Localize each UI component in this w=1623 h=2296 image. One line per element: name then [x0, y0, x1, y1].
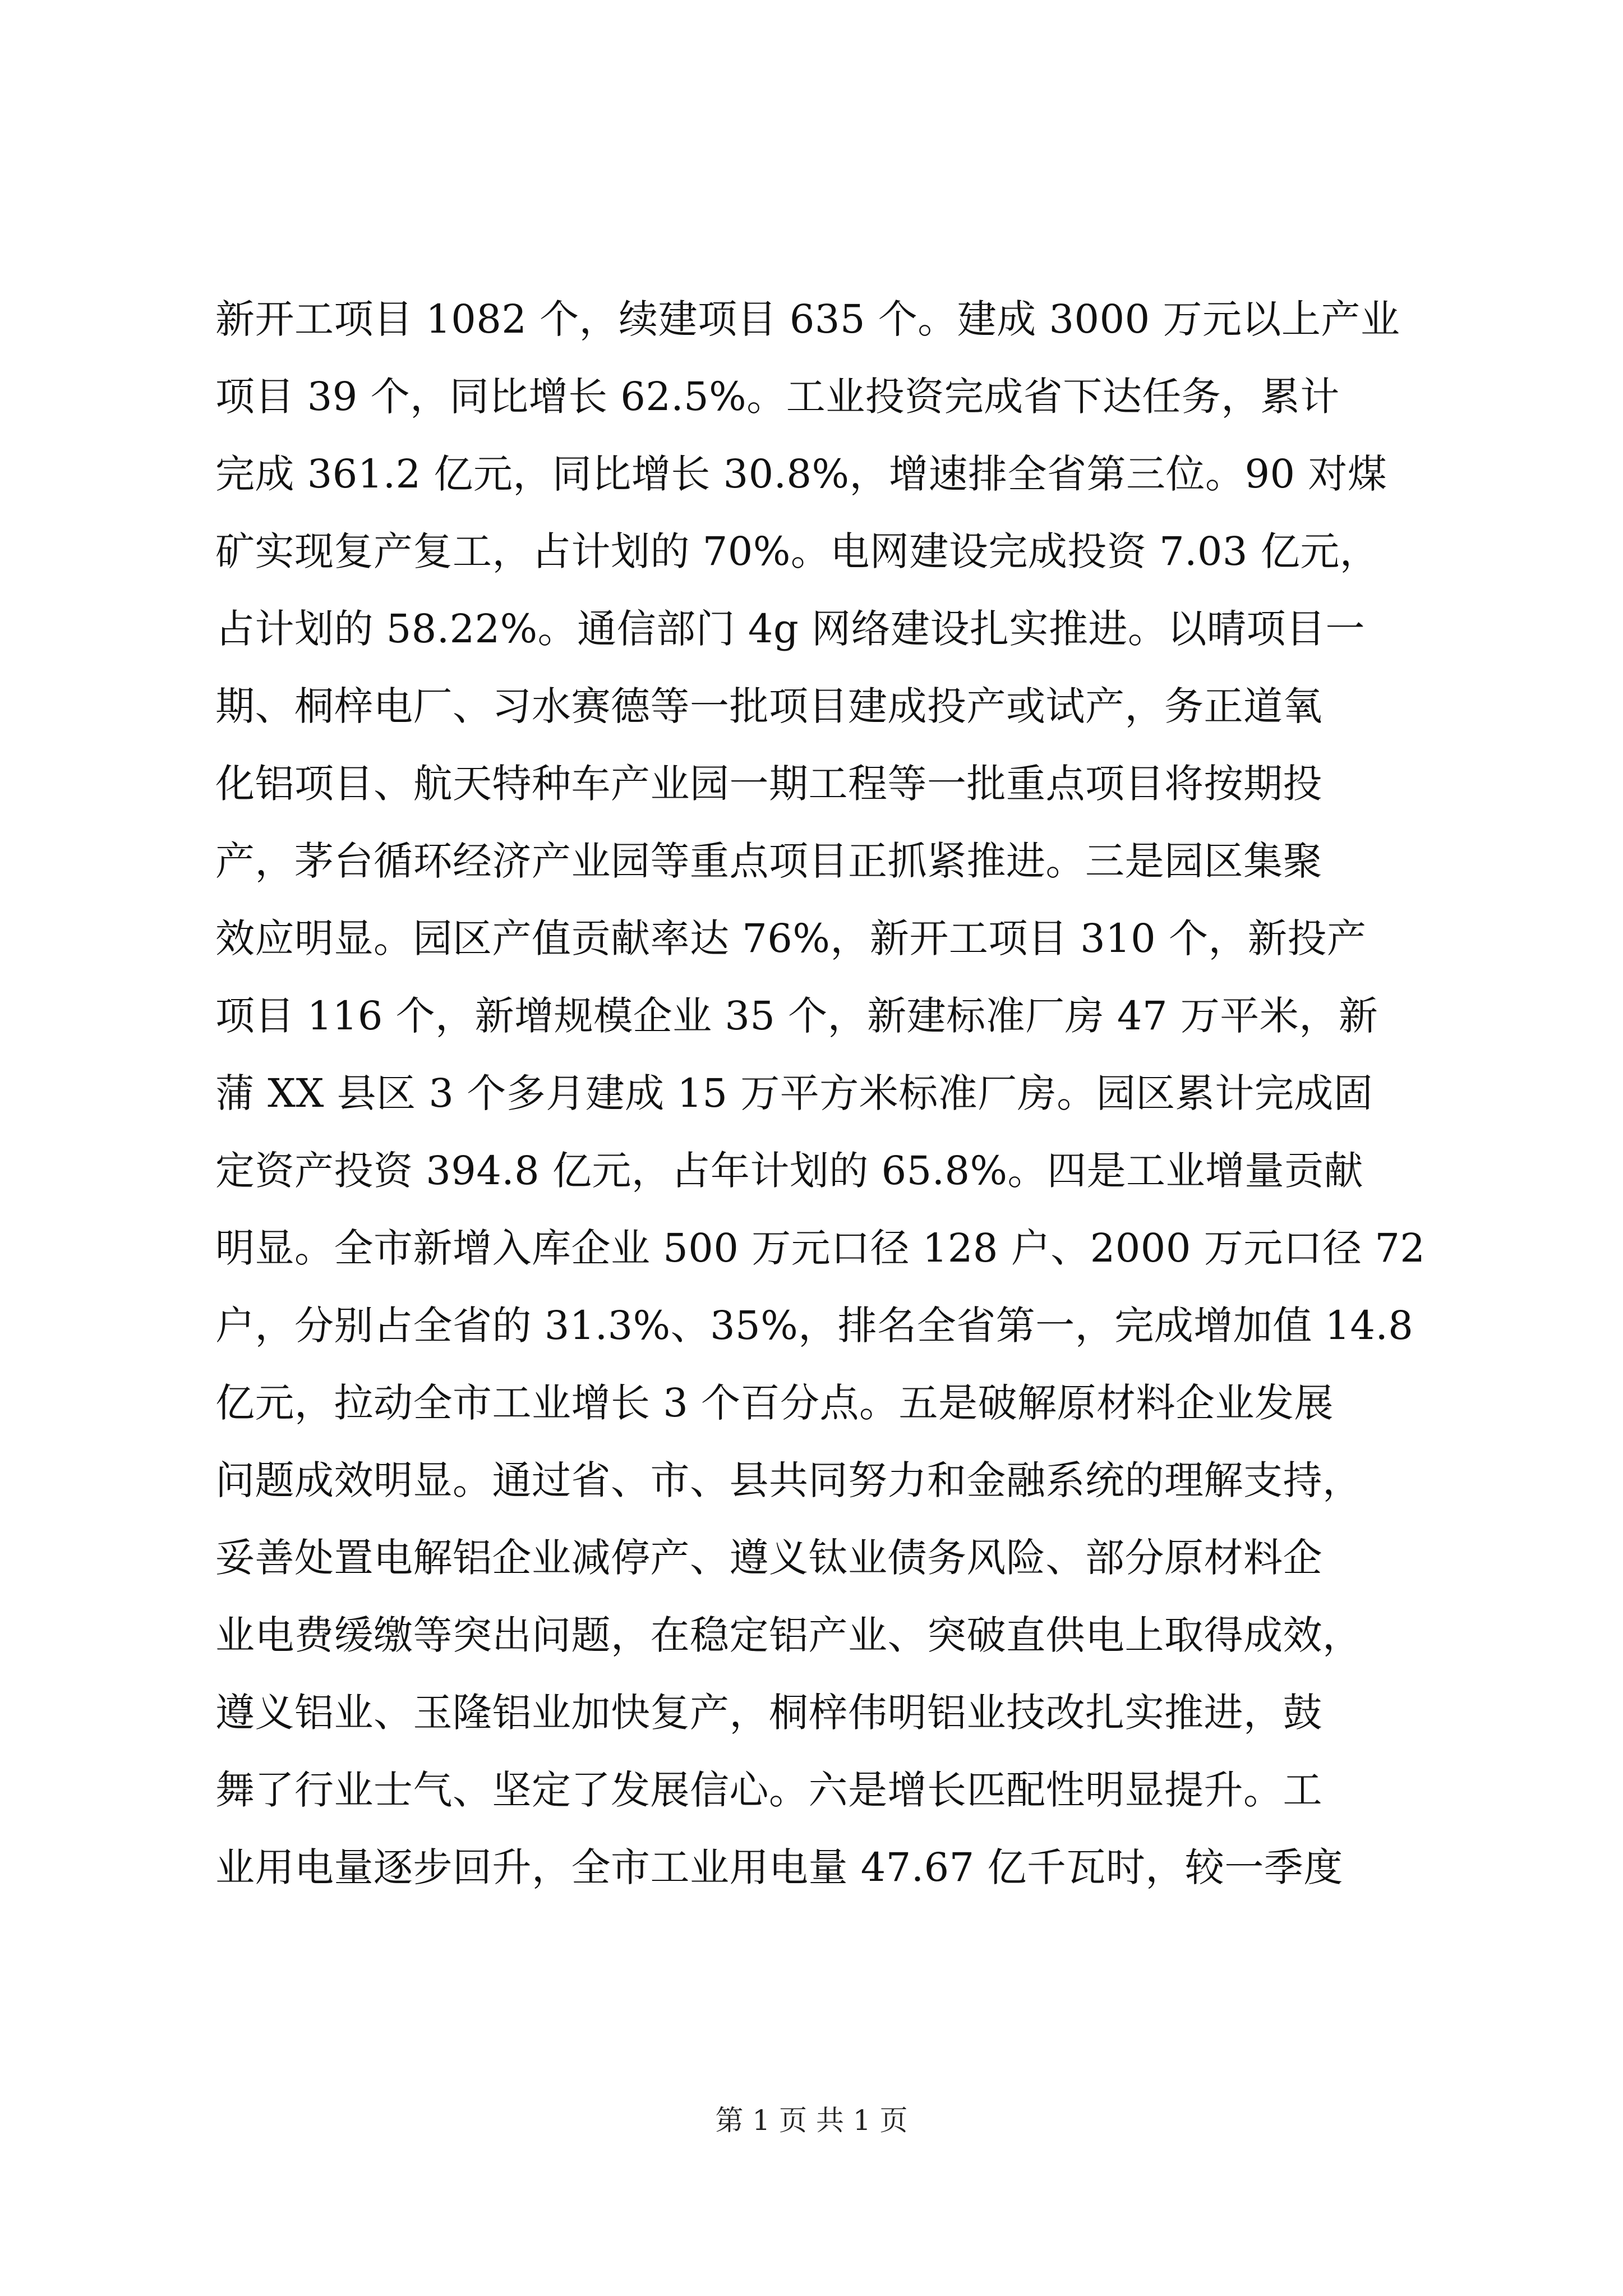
text-line: 妥善处置电解铝企业减停产、遵义钛业债务风险、部分原材料企 [215, 1535, 1322, 1581]
text-line: 舞了行业士气、坚定了发展信心。六是增长匹配性明显提升。工 [215, 1767, 1322, 1813]
text-line: 问题成效明显。通过省、市、县共同努力和金融系统的理解支持， [215, 1457, 1362, 1503]
text-line: 蒲 XX 县区 3 个多月建成 15 万平方米标准厂房。园区累计完成固 [215, 1070, 1373, 1116]
text-line: 期、桐梓电厂、习水赛德等一批项目建成投产或试产，务正道氧 [215, 683, 1322, 729]
text-line: 效应明显。园区产值贡献率达 76%，新开工项目 310 个，新投产 [215, 915, 1367, 961]
text-line: 占计划的 58.22%。通信部门 4g 网络建设扎实推进。以晴项目一 [215, 606, 1366, 652]
text-line: 定资产投资 394.8 亿元，占年计划的 65.8%。四是工业增量贡献 [215, 1148, 1364, 1194]
body-text [215, 280, 1472, 1906]
text-line: 业用电量逐步回升，全市工业用电量 47.67 亿千瓦时，较一季度 [215, 1844, 1343, 1890]
text-line: 产，茅台循环经济产业园等重点项目正抓紧推进。三是园区集聚 [215, 838, 1322, 884]
text-line: 亿元，拉动全市工业增长 3 个百分点。五是破解原材料企业发展 [215, 1380, 1334, 1426]
text-line: 明显。全市新增入库企业 500 万元口径 128 户、2000 万元口径 72 [215, 1225, 1426, 1271]
text-line: 户，分别占全省的 31.3%、35%，排名全省第一，完成增加值 14.8 [215, 1303, 1414, 1349]
text-line: 业电费缓缴等突出问题，在稳定铝产业、突破直供电上取得成效， [215, 1612, 1362, 1658]
text-line: 新开工项目 1082 个，续建项目 635 个。建成 3000 万元以上产业 [215, 296, 1400, 342]
text-line: 完成 361.2 亿元，同比增长 30.8%，增速排全省第三位。90 对煤 [215, 451, 1387, 497]
text-line: 项目 39 个，同比增长 62.5%。工业投资完成省下达任务，累计 [215, 374, 1340, 420]
text-line: 矿实现复产复工，占计划的 70%。电网建设完成投资 7.03 亿元， [215, 528, 1380, 574]
text-line: 化铝项目、航天特种车产业园一期工程等一批重点项目将按期投 [215, 761, 1322, 807]
page-footer: 第 1 页 共 1 页 [715, 2104, 908, 2137]
text-line: 项目 116 个，新增规模企业 35 个，新建标准厂房 47 万平米，新 [215, 993, 1378, 1039]
text-line: 遵义铝业、玉隆铝业加快复产，桐梓伟明铝业技改扎实推进，鼓 [215, 1690, 1322, 1736]
